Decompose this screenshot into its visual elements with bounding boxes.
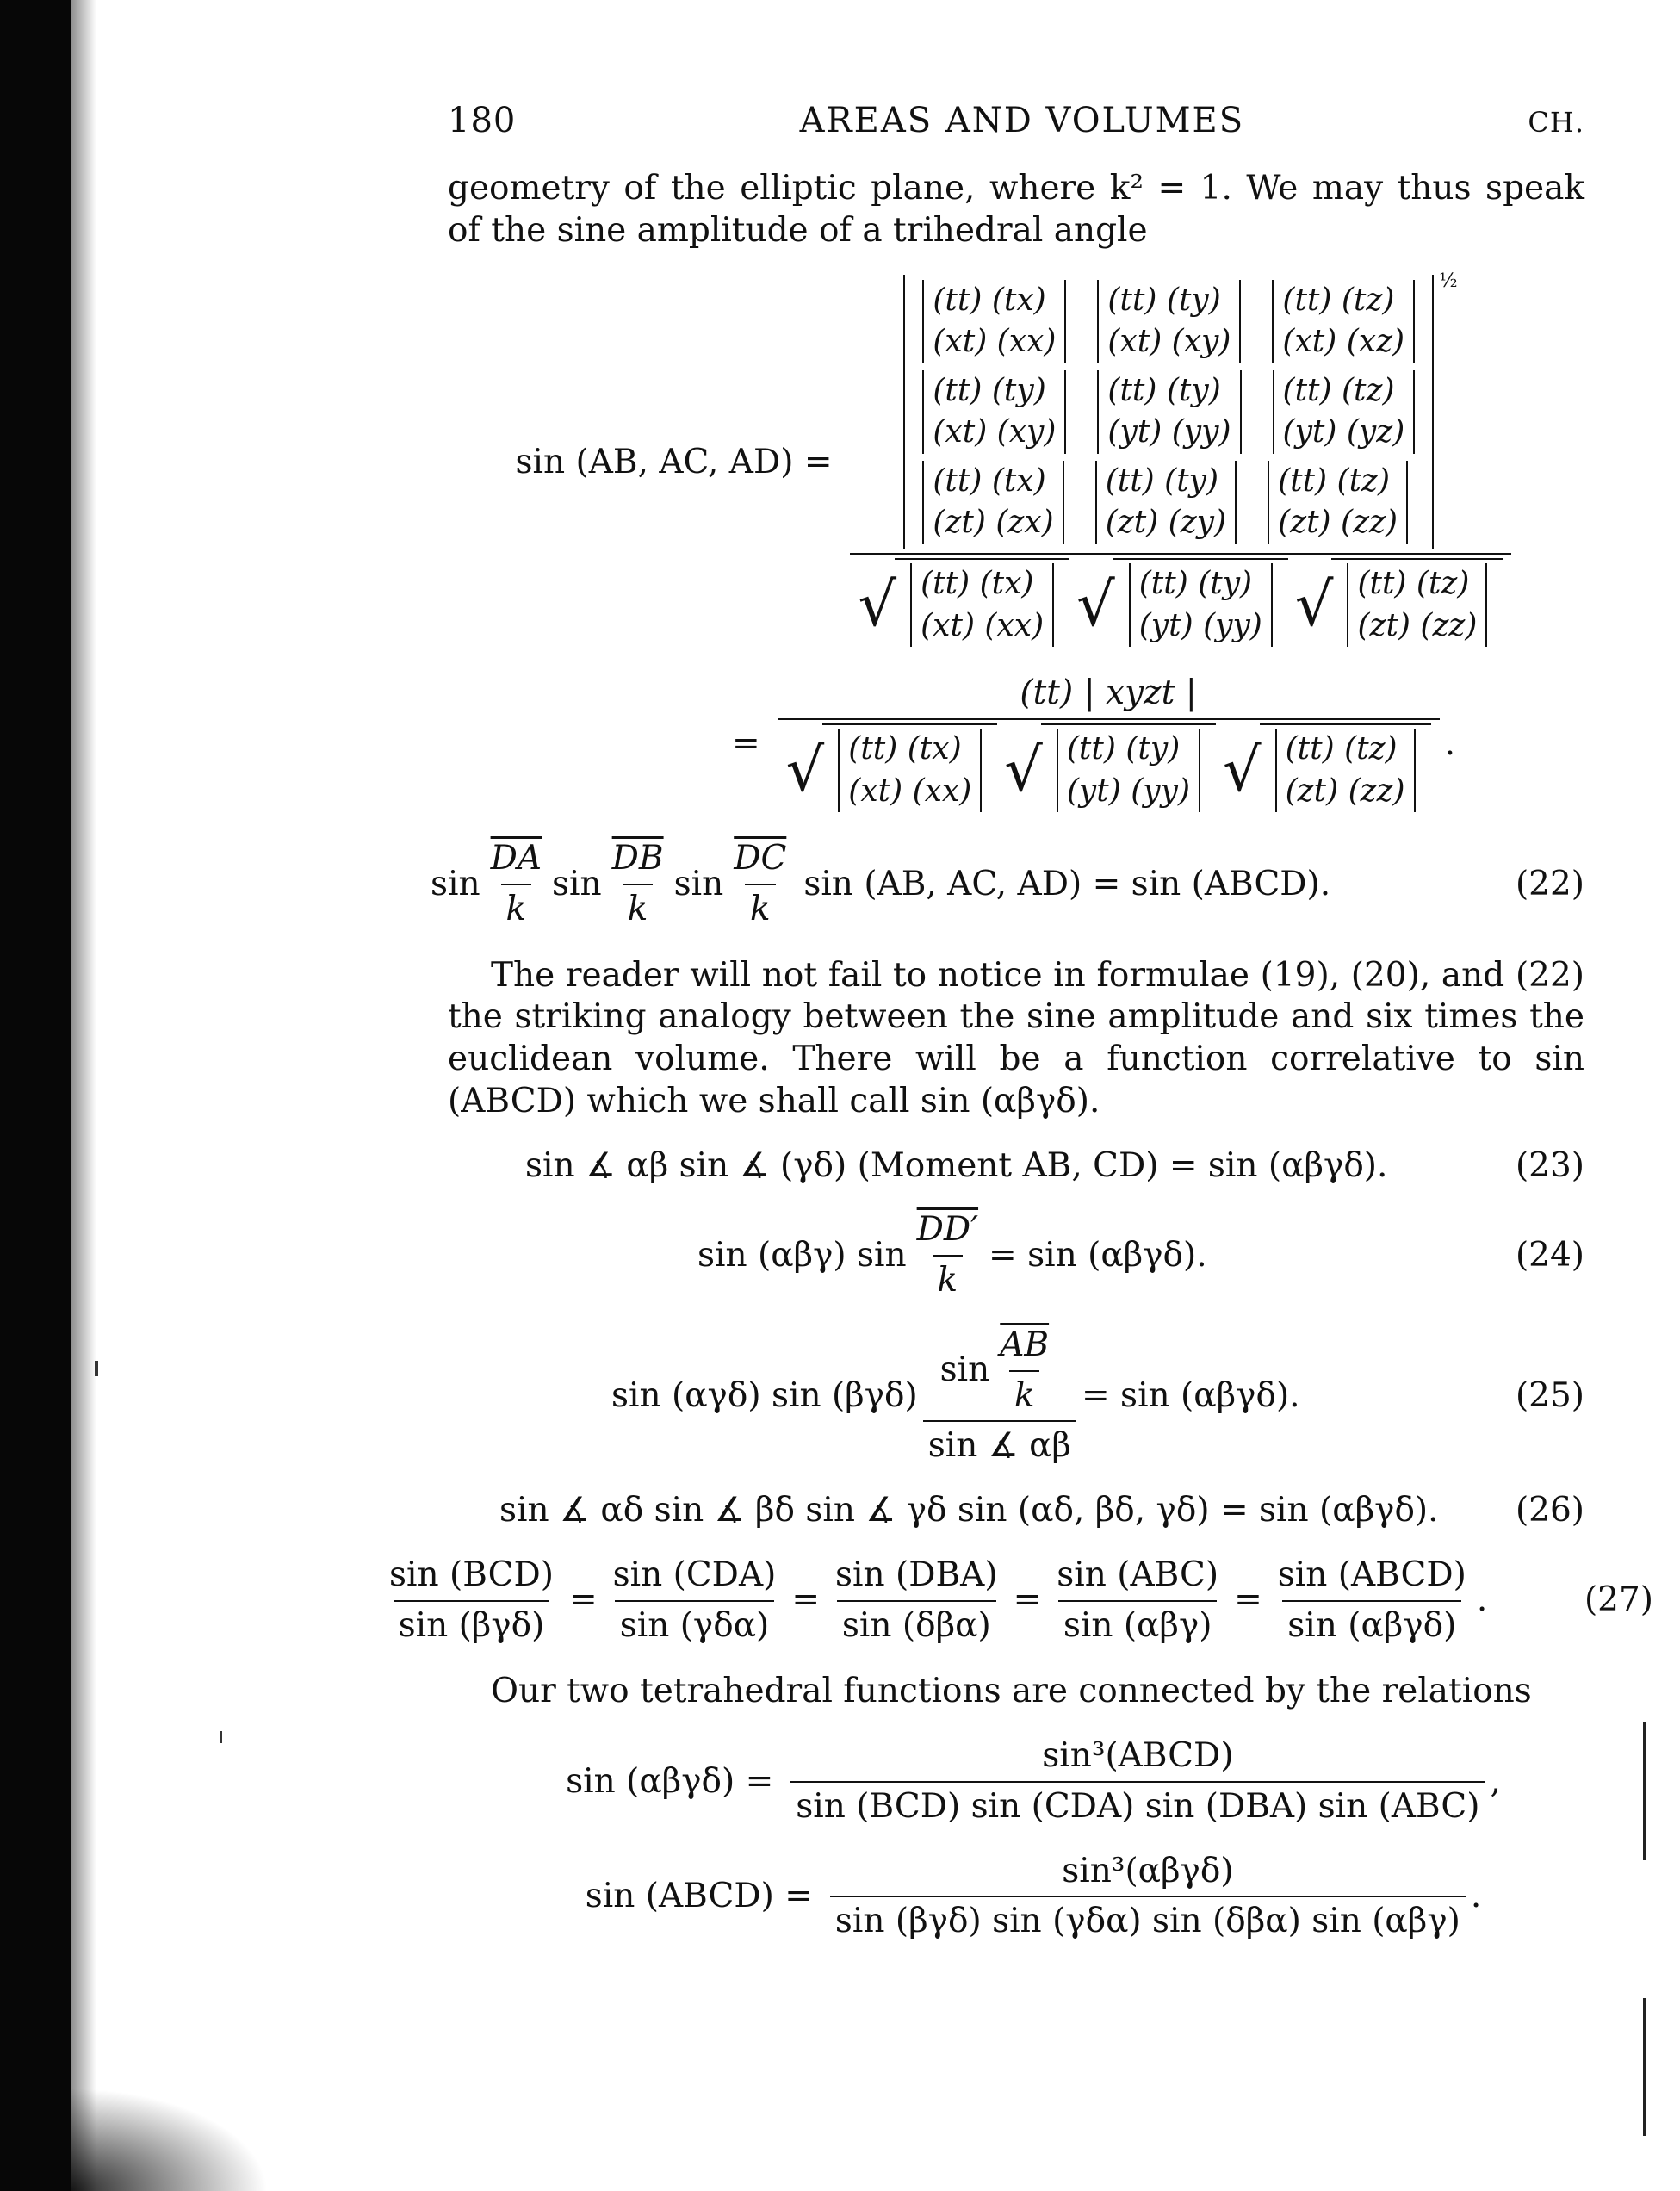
determinant-row: (xt) (xy) [933,414,1057,450]
equation-25 [448,1325,1584,1468]
equation-sine-amplitude [448,270,1584,651]
period: . [1470,1877,1482,1916]
determinant-row: (tt) (ty) [1105,462,1219,499]
square-root [1004,723,1216,816]
determinant-block-row [907,276,1430,367]
determinant-row: (xt) (xx) [933,324,1057,360]
determinant-row: (tt) (ty) [933,372,1046,408]
equals-sign: = [1013,1580,1042,1620]
equation-22 [431,838,1584,931]
equation-25-lhs: sin (αγδ) sin (βγδ) [611,1375,918,1415]
spine-gradient [71,0,96,2191]
square-root [1076,558,1288,650]
radical-sign: √ [785,734,825,805]
determinant-row: (tt) (tz) [1282,282,1395,318]
equation-27 [379,1555,1653,1648]
determinant-row: (tt) (tx) [848,731,962,767]
ratio-fraction: $\frac{\text{sin (BCD)}}{\text{sin (βγδ)}}$ [384,1555,559,1648]
determinant-2x2 [922,461,1063,544]
determinant-row: (tt) (tx) [933,282,1046,318]
radical-sign: √ [1004,734,1043,805]
square-root [786,723,998,816]
determinant-row: (tt) (tx) [921,566,1034,602]
determinant-2x2 [922,280,1066,363]
equation-23 [448,1145,1584,1188]
determinant-2x2 [1272,280,1415,363]
determinant-row: (zt) (zz) [1278,505,1398,541]
relation-1 [448,1735,1584,1828]
arc-fraction-da: $\frac{\overline{DA}}{k}$ [486,838,547,931]
determinant-row: (xt) (xx) [921,607,1045,643]
equation-25-rhs: = sin (αβγδ). [1081,1375,1300,1415]
determinant-row: (yt) (yz) [1282,414,1405,450]
radical-sign: √ [1076,568,1115,640]
equation-26-text: sin ∡ αδ sin ∡ βδ sin ∡ γδ sin (αδ, βδ, γδ) = sin (αβγδ). [499,1491,1439,1530]
equation-number-27: (27) [1584,1580,1653,1620]
determinant-2x2 [1097,280,1241,363]
running-head [448,99,1584,142]
determinant-row: (tt) (tz) [1282,372,1395,408]
ratio-fraction: $\frac{\text{sin (ABCD)}}{\text{sin (αβγδ)}}$ [1273,1555,1472,1648]
determinant-2x2 [1095,461,1237,544]
square-root [1295,558,1503,650]
sin-text: sin [431,864,480,903]
scan-speck [220,1731,222,1743]
determinant-2x2 [838,729,982,812]
relation-1-fraction: $\frac{\text{sin³(ABCD)}}{\text{sin (BCD) sin (CDA) sin (DBA) sin (ABC)}}$ [790,1735,1485,1828]
determinant-block-row [907,457,1430,548]
relation-2-fraction: $\frac{\text{sin³(αβγδ)}}{\text{sin (βγδ) sin (γδα) sin (δβα) sin (αβγ)}}$ [830,1851,1466,1944]
equation-lhs: sin (AB, AC, AD) = [515,442,833,481]
square-root [1223,723,1431,816]
sin-text: sin [552,864,602,903]
scan-speck [95,1361,98,1376]
determinant-row: (zt) (zx) [933,505,1054,541]
sqrt-denominator [778,718,1440,816]
second-numerator: (tt) | xyzt | [1020,673,1197,713]
bottom-corner-shadow [71,2088,269,2191]
equation-sine-amplitude-second [448,673,1584,816]
sin-text: sin [673,864,724,903]
determinant-row: (yt) (yy) [1107,414,1231,450]
book-spine-shadow [0,0,71,2191]
radical-sign: √ [858,568,897,640]
equation-24 [448,1209,1584,1302]
determinant-row: (tt) (tx) [933,462,1046,499]
equation-22-tail: sin (AB, AC, AD) = sin (ABCD). [803,864,1331,903]
scan-edge-line [1643,1998,1646,2136]
determinant-row: (yt) (yy) [1066,773,1190,809]
determinant-2x2 [922,370,1066,454]
equation-23-text: sin ∡ αβ sin ∡ (γδ) (Moment AB, CD) = sin (αβγδ). [525,1145,1388,1185]
determinant-2x2 [1129,563,1273,647]
equals-sign: = [568,1580,598,1620]
book-page [389,99,1653,1965]
determinant-row: (xt) (xy) [1107,324,1231,360]
determinant-row: (tt) (tz) [1278,462,1391,499]
determinant-row: (tt) (ty) [1107,282,1221,318]
second-fraction [778,673,1440,816]
radical-sign: √ [1294,568,1334,640]
equation-number-23: (23) [1515,1145,1584,1185]
equals-sign: = [791,1580,821,1620]
determinant-2x2 [1057,729,1200,812]
determinant-row: (xt) (xx) [848,773,972,809]
paragraph-analogy: The reader will not fail to notice in formulae (19), (20), and (22) the striking analogy between the sine amplitude and six times the euclidean volume. There will be a function correlative to sin (ABCD) which we shall call sin (αβγδ). [448,955,1584,1120]
arc-fraction-ab: $\frac{\overline{AB}}{k}$ [995,1325,1054,1418]
arc-fraction-ddprime: $\frac{DD'}{k}$ [912,1209,983,1302]
determinant-2x2 [910,563,1054,647]
equation-number-26: (26) [1515,1491,1584,1530]
determinant-row: (yt) (yy) [1138,607,1262,643]
page-number: 180 [448,101,517,140]
radical-sign: √ [1223,734,1262,805]
intro-paragraph: geometry of the elliptic plane, where k² = 1. We may thus speak of the sine amplitude of a trihedral angle [448,169,1584,250]
determinant-row: (tt) (ty) [1066,731,1181,767]
relation-2-lhs: sin (ABCD) = [585,1877,813,1916]
arc-fraction-dc: $\frac{\overline{DC}}{k}$ [728,838,791,931]
equation-number-24: (24) [1515,1235,1584,1275]
equation-26 [448,1490,1584,1532]
determinant-2x2 [1275,729,1416,812]
equation-24-rhs: = sin (αβγδ). [989,1235,1207,1275]
relation-2 [448,1851,1584,1944]
equation-25-fraction: sin $\frac{\overline{AB}}{k}$ sin ∡ αβ [923,1325,1076,1468]
determinant-2x2 [1273,370,1416,454]
determinant-row: (tt) (ty) [1138,566,1253,602]
determinant-of-determinants [903,275,1434,550]
equals-sign: = [1234,1580,1262,1620]
determinant-row: (zt) (zz) [1285,773,1405,809]
determinant-row: (tt) (tz) [1357,566,1470,602]
equation-24-lhs: sin (αβγ) sin [697,1235,907,1275]
equation-number-22: (22) [1515,864,1584,903]
sine-amplitude-fraction [850,270,1512,651]
equals-sign: = [731,723,760,763]
determinant-row: (tt) (tz) [1285,731,1398,767]
comma: , [1490,1761,1501,1801]
period: . [1476,1580,1488,1620]
scan-edge-line [1643,1722,1646,1860]
relation-1-lhs: sin (αβγδ) = [566,1761,774,1801]
determinant-row: (tt) (ty) [1107,372,1221,408]
determinant-2x2 [1347,563,1487,647]
ratio-fraction: $\frac{\text{sin (ABC)}}{\text{sin (αβγ)}}$ [1051,1555,1224,1648]
ratio-fraction: $\frac{\text{sin (DBA)}}{\text{sin (δβα)}}$ [830,1555,1003,1648]
chapter-marker: CH. [1528,106,1584,139]
exponent-half: ½ [1439,270,1458,292]
determinant-row: (zt) (zz) [1357,607,1478,643]
paragraph-relations: Our two tetrahedral functions are connected by the relations [491,1672,1532,1711]
ratio-fraction: $\frac{\text{sin (CDA)}}{\text{sin (γδα)}}$ [608,1555,782,1648]
equation-number-25: (25) [1515,1375,1584,1415]
determinant-block-row [907,367,1430,457]
arc-fraction-db: $\frac{\overline{DB}}{k}$ [607,838,669,931]
determinant-row: (zt) (zy) [1105,505,1227,541]
period: . [1444,723,1456,763]
chapter-title: AREAS AND VOLUMES [799,101,1245,140]
determinant-2x2 [1268,461,1408,544]
determinant-2x2 [1097,370,1241,454]
square-root [859,558,1070,650]
sqrt-denominator [850,553,1512,650]
determinant-row: (xt) (xz) [1282,324,1405,360]
